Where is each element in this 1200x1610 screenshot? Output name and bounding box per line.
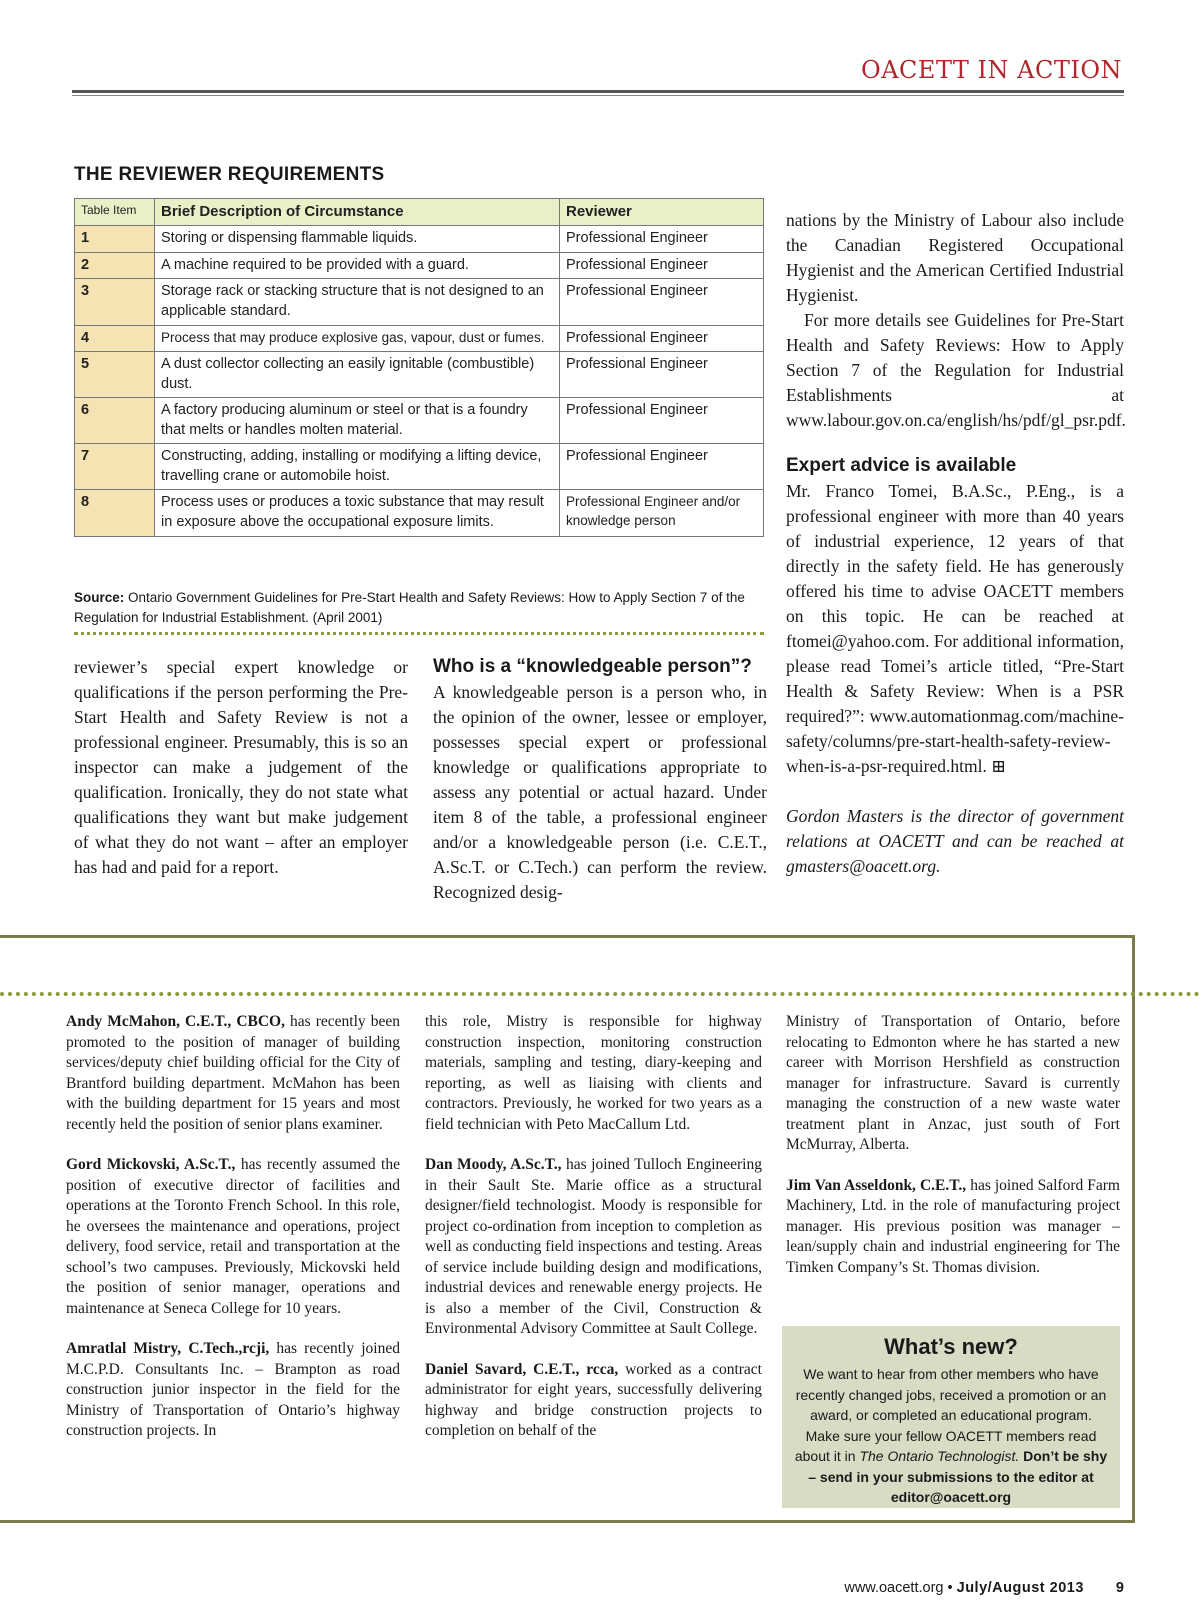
table-header-row xyxy=(75,199,764,226)
news-text: has recently been promoted to the position of manager of building services/deputy chief building official for the City of Brantford building department. McMahon has been with the building department for 15 years and most recently held the position of senior plans examiner. xyxy=(66,1013,400,1133)
row-reviewer: Professional Engineer xyxy=(560,398,764,444)
row-description: A factory producing aluminum or steel or that is a foundry that melts or handles molten material. xyxy=(155,398,560,444)
news-box-top-border xyxy=(0,935,1134,938)
row-reviewer: Professional Engineer xyxy=(560,252,764,279)
news-text: has recently assumed the position of executive director of facilities and operations at the Toronto French School. In this role, he oversees the maintenance and operations, project delivery, food service, retail and transportation at the school’s two campuses. Previously, Mickovski held the position of senior manager, operations and maintenance at Seneca College for 10 years. xyxy=(66,1156,400,1317)
row-reviewer: Professional Engineer xyxy=(560,279,764,325)
table-row xyxy=(75,279,764,325)
dotted-divider xyxy=(0,992,1200,996)
news-item xyxy=(66,1155,400,1319)
news-text: this role, Mistry is responsible for highway construction inspection, monitoring construction materials, sampling and testing, diary-keeping and reporting, as well as liaising with clients and contractors. Previously, he worked for two years as a field technician with Peto MacCallum Ltd. xyxy=(425,1013,762,1133)
news-column-2 xyxy=(425,1012,762,1462)
reviewer-requirements-table xyxy=(74,198,764,537)
table-row xyxy=(75,444,764,490)
knowledgeable-person-heading: Who is a “knowledgeable person”? xyxy=(433,656,752,677)
row-item: 6 xyxy=(75,398,155,444)
news-text: has joined Salford Farm Machinery, Ltd. in the role of manufacturing project manager. His previous position was manager – lean/supply chain and industrial engineering for The Timken Company’s St. Thomas division. xyxy=(786,1176,1120,1276)
author-byline: Gordon Masters is the director of government relations at OACETT and can be reached at gmasters@oacett.org. xyxy=(786,806,1124,876)
source-text: Ontario Government Guidelines for Pre-Start Health and Safety Reviews: How to Apply Section 7 of the Regulation for Industrial Establishment. (April 2001) xyxy=(74,590,745,625)
row-item: 2 xyxy=(75,252,155,279)
news-text: has recently joined M.C.P.D. Consultants Inc. – Brampton as road construction junior inspector in the field for the Ministry of Transportation of Ontario’s highway construction projects. In xyxy=(66,1340,400,1439)
section-title: OACETT IN ACTION xyxy=(861,56,1122,84)
news-box-bottom-border xyxy=(0,1520,1135,1523)
article-column-3 xyxy=(786,208,1124,879)
news-text: worked as a contract administrator for eight years, successfully delivering highway and bridge construction projects to completion on behalf of the xyxy=(425,1360,762,1439)
news-person-name: Gord Mickovski, A.Sc.T., xyxy=(66,1156,236,1173)
page-number: 9 xyxy=(1115,1580,1124,1596)
article-paragraph: For more details see Guidelines for Pre-Start Health and Safety Reviews: How to Apply Section 7 of the Regulation for Industrial Establishments at www.labour.gov.on.ca/english/hs/pdf/gl_psr.pdf. xyxy=(786,310,1126,430)
row-item: 7 xyxy=(75,444,155,490)
article-paragraph: A knowledgeable person is a person who, in the opinion of the owner, lessee or employer, possesses special expert or professional knowledge or qualifications appropriate to assess any potential or actual hazard. Under item 8 of the table, a professional engineer and/or a knowledgeable person (i.e. C.E.T., A.Sc.T. or C.Tech.) can perform the review. Recognized desig- xyxy=(433,682,767,902)
row-item: 4 xyxy=(75,325,155,352)
expert-advice-text: Mr. Franco Tomei, B.A.Sc., P.Eng., is a professional engineer with more than 40 years of industrial experience, 12 years of that directly in the safety field. He has generously offered his time to advise OACETT members on this topic. He can be reached at ftomei@yahoo.com. For additional information, please read Tomei’s article titled, “Pre-Start Health & Safety Review: When is a PSR required?”: www.automationmag.com/machine-safety/columns/pre-start-health-safety-review-when-is-a-psr-required.html. xyxy=(786,481,1124,776)
footer-separator: • xyxy=(947,1580,953,1596)
row-description: Storing or dispensing flammable liquids. xyxy=(155,226,560,253)
news-item xyxy=(786,1176,1120,1279)
news-item xyxy=(66,1339,400,1442)
news-item xyxy=(425,1360,762,1442)
row-item: 3 xyxy=(75,279,155,325)
news-person-name: Amratlal Mistry, C.Tech.,rcji, xyxy=(66,1340,270,1357)
header-rule-thin xyxy=(72,95,1124,96)
table-row xyxy=(75,325,764,352)
row-item: 1 xyxy=(75,226,155,253)
header-description: Brief Description of Circumstance xyxy=(155,199,560,226)
news-item xyxy=(786,1012,1120,1156)
news-text: Ministry of Transportation of Ontario, before relocating to Edmonton where he has started a new career with Morrison Hershfield as construction manager for infrastructure. Savard is currently managing the construction of a new waste water treatment plant in Anzac, just south of Fort McMurray, Alberta. xyxy=(786,1013,1120,1153)
article-paragraph: reviewer’s special expert knowledge or qualifications if the person performing the Pre-Start Health and Safety Review is not a professional engineer. Presumably, this is so an inspector can make a judgement of the qualification. Ironically, they do not state what qualifications they want but make judgement of what they do not want – after an employer has had and paid for a report. xyxy=(74,657,408,877)
row-description: Process that may produce explosive gas, vapour, dust or fumes. xyxy=(155,325,560,352)
row-reviewer: Professional Engineer and/or knowledge person xyxy=(560,490,764,536)
article-column-2 xyxy=(433,654,767,905)
table-row xyxy=(75,398,764,444)
news-column-3 xyxy=(786,1012,1120,1298)
whats-new-text: We want to hear from other members who have recently changed jobs, received a promotion or an award, or completed an educational program. Make sure your fellow OACETT members read about it in xyxy=(794,1366,1107,1464)
table-row xyxy=(75,226,764,253)
table-title: THE REVIEWER REQUIREMENTS xyxy=(74,164,385,185)
row-description: A dust collector collecting an easily ignitable (combustible) dust. xyxy=(155,352,560,398)
row-reviewer: Professional Engineer xyxy=(560,444,764,490)
end-mark-icon: ⊞ xyxy=(991,756,1006,776)
table-row xyxy=(75,490,764,536)
news-item xyxy=(66,1012,400,1135)
publication-name: The Ontario Technologist. xyxy=(859,1448,1020,1464)
row-reviewer: Professional Engineer xyxy=(560,325,764,352)
footer-issue: July/August 2013 xyxy=(956,1580,1084,1596)
news-item xyxy=(425,1012,762,1135)
whats-new-title: What’s new? xyxy=(884,1334,1018,1359)
expert-advice-heading: Expert advice is available xyxy=(786,455,1017,476)
header-rule xyxy=(72,90,1124,93)
row-reviewer: Professional Engineer xyxy=(560,352,764,398)
page-footer xyxy=(844,1580,1124,1596)
table-source-note xyxy=(74,588,774,627)
article-paragraph: nations by the Ministry of Labour also include the Canadian Registered Occupational Hygienist and the American Certified Industrial Hygienist. xyxy=(786,210,1124,305)
news-person-name: Dan Moody, A.Sc.T., xyxy=(425,1156,562,1173)
footer-url: www.oacett.org xyxy=(844,1580,944,1596)
whats-new-callout: Don’t be shy – send in your submissions to the editor at editor@oacett.org xyxy=(808,1448,1108,1505)
row-reviewer: Professional Engineer xyxy=(560,226,764,253)
news-item xyxy=(425,1155,762,1340)
dotted-divider xyxy=(74,632,764,635)
row-description: Storage rack or stacking structure that is not designed to an applicable standard. xyxy=(155,279,560,325)
row-description: Process uses or produces a toxic substance that may result in exposure above the occupational exposure limits. xyxy=(155,490,560,536)
news-person-name: Jim Van Asseldonk, C.E.T., xyxy=(786,1176,967,1194)
news-text: has joined Tulloch Engineering in their Sault Ste. Marie office as a structural designer/field technologist. Moody is responsible for project co-ordination from inception to completion as well as conducting field inspections and testing. Areas of service include building design and modifications, industrial devices and renewable energy projects. He is also a member of the Civil, Construction & Environmental Advisory Committee at Sault College. xyxy=(425,1156,762,1337)
row-item: 8 xyxy=(75,490,155,536)
article-column-1 xyxy=(74,655,408,880)
header-reviewer: Reviewer xyxy=(560,199,764,226)
header-table-item: Table Item xyxy=(75,199,155,226)
news-person-name: Daniel Savard, C.E.T., rcca, xyxy=(425,1360,619,1378)
source-label: Source: xyxy=(74,590,125,605)
table-row xyxy=(75,352,764,398)
news-person-name: Andy McMahon, C.E.T., CBCO, xyxy=(66,1013,285,1030)
row-item: 5 xyxy=(75,352,155,398)
whats-new-box xyxy=(782,1326,1120,1508)
row-description: Constructing, adding, installing or modifying a lifting device, travelling crane or automobile hoist. xyxy=(155,444,560,490)
row-description: A machine required to be provided with a guard. xyxy=(155,252,560,279)
table-row xyxy=(75,252,764,279)
whats-new-body xyxy=(782,1364,1120,1508)
article-paragraph xyxy=(786,479,1124,779)
news-column-1 xyxy=(66,1012,400,1462)
news-box-right-border xyxy=(1132,935,1135,1522)
